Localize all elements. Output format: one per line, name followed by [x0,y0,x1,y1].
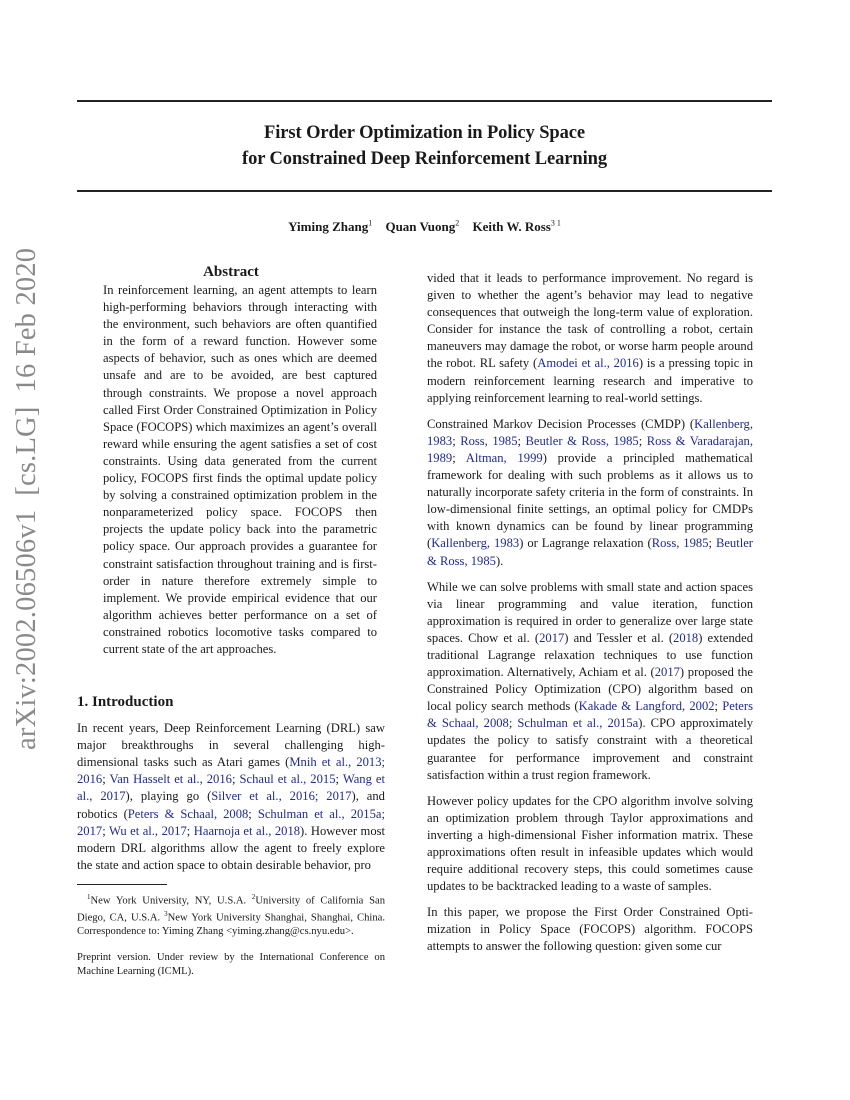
arxiv-category: [cs.LG] [11,406,42,496]
title-line-1: First Order Optimization in Policy Space [264,123,585,143]
author-name: Quan Vuong [385,219,456,235]
citation-link[interactable]: 2018 [673,630,699,645]
title-line-2: for Constrained Deep Reinforcement Learning [242,149,607,169]
footnote-rule [77,884,167,885]
citation-link[interactable]: Silver et al., 2016; 2017 [211,789,352,804]
author-name: Keith W. Ross [472,219,551,235]
author-list [77,219,772,235]
intro-paragraph-2: Constrained Markov Decision Processes (CMDP) (Kallenberg, 1983; Ross, 1985; Beutler & Ross, 1985; Ross & Varadarajan, 1989; Altman, 1999) provide a principled mathematical framework for dealing with such problems as it allows us to naturally incorporate safety criteria in the form of constraints. In low-dimensional finite settings, an optimal policy for CMDPs with known dynamics can be found by linear programming (Kallenberg, 1983) or Lagrange relaxation (Ross, 1985; Beutler & Ross, 1985). [427,416,754,568]
author-affiliation: 3 1 [550,219,561,228]
citation-link[interactable]: Mnih et al., 2013; 2016 [77,755,386,787]
section-heading-introduction: 1. Introduction [77,694,174,711]
author [288,219,372,234]
citation-link[interactable]: Beutler & Ross, 1985 [427,536,754,568]
citation-link[interactable]: Schaul et al., 2015 [239,772,336,787]
author-affiliation: 1 [368,219,373,228]
left-column [77,262,385,978]
citation-link[interactable]: Ross & Varadarajan, 1989 [427,433,754,465]
citation-link[interactable]: 2017 [539,630,565,645]
arxiv-date: 16 Feb 2020 [11,247,42,393]
citation-link[interactable]: Kallenberg, 1983 [431,536,520,551]
citation-link[interactable]: Ross, 1985 [651,536,709,551]
correspondence-email[interactable]: Correspondence to: Yiming Zhang <yiming.zhang@cs.nyu.edu>. [77,925,354,937]
author [385,219,459,234]
citation-link[interactable]: Kallenberg, 1983 [427,416,753,448]
citation-link[interactable]: Ross, 1985 [460,433,518,448]
intro-paragraph-3: While we can solve problems with small state and action spaces via linear programming and value iteration, function approximation is required in order to generalize over large state spaces. Chow et al. (2017) and Tessler et al. (2018) extended traditional Lagrange relaxation techniques to use function approximation. Alternatively, Achiam et al. (2017) proposed the Constrained Policy Optimization (CPO) algorithm based on local policy search methods (Kakade & Langford, 2002; Peters & Schaal, 2008; Schulman et al., 2015a). CPO approximately updates the policy to satisfy constraint with a theoretical guarantee for performance improvement and constraint satisfaction within a trust region framework. [427,579,753,782]
right-column [427,270,753,956]
citation-link[interactable]: Peters & Schaal, 2008 [427,699,753,731]
citation-link[interactable]: Schulman et al., 2015a [517,716,639,731]
intro-paragraph-5: In this paper, we propose the First Order Constrained Optimization in Policy Space (FOCOPS) algorithm. FOCOPS attempts to answer the following question: given some cur [427,905,753,954]
affiliation-footnote: $^1$New York University, NY, U.S.A. $^2$University of California San Diego, CA, U.S.A. $^3$New York University Shanghai, Shanghai, China. Correspondence to: Yiming Zhang <yiming.zhang@cs.nyu.edu>. [77,892,385,937]
arxiv-id[interactable]: arXiv:2002.06506v1 [11,509,42,750]
preprint-note: Preprint version. Under review by the International Conference on Machine Learning (ICML). [77,952,385,977]
citation-link[interactable]: Altman, 1999 [465,450,543,465]
citation-link[interactable]: Wang et al., 2017 [77,772,385,804]
author-affiliation: 2 [455,219,460,228]
citation-link[interactable]: Schulman et al., 2015a; 2017 [77,806,385,838]
citation-link[interactable]: Amodei et al., 2016 [537,356,639,371]
abstract-heading: Abstract [203,264,259,280]
author [472,219,560,234]
paper-title [77,120,772,172]
citation-link[interactable]: Haarnoja et al., 2018 [193,823,301,838]
intro-paragraph-1-continued: vided that it leads to performance improvement. No regard is given to whether the agent’s behavior may lead to negative consequences that outweigh the long-term value of exploration. Consider for instance the task of controlling a robot, certain maneuvers may damage the robot, or worse harm people around the robot. RL safety (Amodei et al., 2016) is a pressing topic in modern reinforcement learning research and imperative to applying reinforcement learning to real-world settings. [427,271,753,405]
arxiv-stamp [10,234,44,750]
citation-link[interactable]: 2017 [654,665,680,680]
citation-link[interactable]: Van Hasselt et al., 2016 [109,772,232,787]
citation-link[interactable]: Peters & Schaal, 2008 [127,806,249,821]
citation-link[interactable]: Wu et al., 2017 [108,823,187,838]
citation-link[interactable]: Kakade & Langford, 2002 [578,699,715,714]
intro-paragraph-4: However policy updates for the CPO algorithm involve solving an optimization problem through Taylor approximations and inverting a high-dimensional Fisher information matrix. These approximations often result in infeasible updates which would require additional recovery steps, this could sometimes cause updates to be backtracked leading to a waste of samples. [427,793,753,894]
title-bottom-rule [77,190,772,192]
title-top-rule [77,100,772,102]
abstract-text: In reinforcement learning, an agent attempts to learn high-performing behaviors through interacting with the environment, such behaviors are often quantified in the form of a reward function. However some aspects of behavior, such as ones which are deemed unsafe and are to be avoided, are best captured through constraints. We propose a novel approach called First Order Constrained Optimization in Policy Space (FOCOPS) which maximizes an agent’s overall reward while ensuring the agent satisfies a set of cost constraints. Using data generated from the current policy, FOCOPS first finds the optimal update policy by solving a constrained optimization problem in the nonparameterized policy space. FOCOPS then projects the update policy back into the parametric policy space. Our approach provides a guarantee for constraint satisfaction throughout training and is first-order in nature therefore extremely simple to implement. We provide empirical evidence that our algorithm achieves better performance on a set of constrained robotics locomotive tasks compared to current state of the art approaches. [103,283,377,656]
citation-link[interactable]: Beutler & Ross, 1985 [525,433,639,448]
intro-paragraph-1: In recent years, Deep Reinforcement Learning (DRL) saw major breakthroughs in several challenging high-dimensional tasks such as Atari games (Mnih et al., 2013; 2016; Van Hasselt et al., 2016; Schaul et al., 2015; Wang et al., 2017), playing go (Silver et al., 2016; 2017), and robotics (Peters & Schaal, 2008; Schulman et al., 2015a; 2017; Wu et al., 2017; Haarnoja et al., 2018). However most modern DRL algorithms allow the agent to freely explore the state and action space to obtain desirable behavior, pro [77,721,386,872]
author-name: Yiming Zhang [288,219,369,235]
